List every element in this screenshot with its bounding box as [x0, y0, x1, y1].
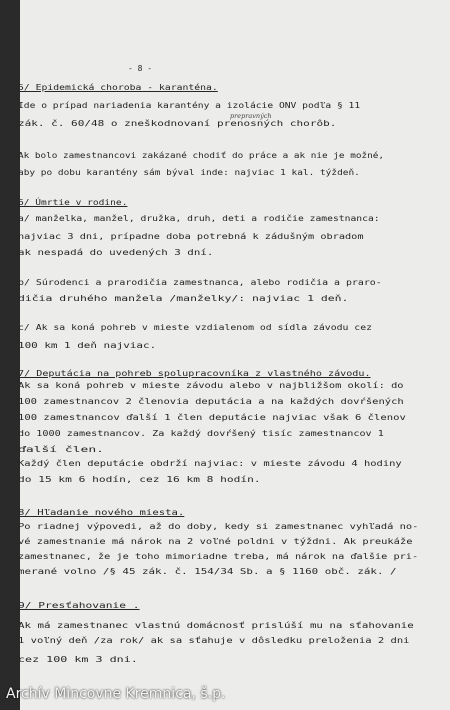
- text-line: aby po dobu karantény sám býval inde: najviac 1 kal. týždeň.: [18, 168, 360, 177]
- text-line: zák. č. 60/48 o zneškodnovaní prenosných chorôb.: [18, 119, 337, 128]
- text-line: Každý člen deputácie obdrží najviac: v mieste závodu 4 hodiny: [18, 459, 402, 468]
- section-heading-5: 5/ Epidemická choroba - karanténa.: [18, 83, 218, 92]
- text-line: cez 100 km 3 dni.: [18, 655, 138, 664]
- text-line: Ak má zamestnanec vlastnú domácnosť prislúší mu na sťahovanie: [18, 621, 414, 630]
- text-line: merané volno /§ 45 zák. č. 154/34 Sb. a § 1160 obč. zák. /: [18, 567, 397, 576]
- section-heading-9: 9/ Presťahovanie .: [18, 601, 140, 610]
- text-line: zamestnanec, že je toho mimoriadne treba, má nárok na ďalšie pri-: [18, 552, 419, 561]
- binding-strip: [0, 0, 20, 710]
- text-line: najviac 3 dni, prípadne doba potrebná k zádušným obradom: [18, 232, 364, 241]
- text-line: 100 zamestnancov ďalší 1 člen deputácie najviac však 6 členov: [18, 413, 406, 422]
- text-line: b/ Súrodenci a prarodičia zamestnanca, alebo rodičia a praro-: [18, 278, 382, 287]
- section-heading-8: 8/ Hľadanie nového miesta.: [18, 508, 185, 517]
- text-line: do 15 km 6 hodín, cez 16 km 8 hodín.: [18, 475, 261, 484]
- text-line: vé zamestnanie má nárok na 2 voľné poldni v týždni. Ak preukáže: [18, 537, 413, 546]
- text-line: Ak bolo zamestnancovi zakázané chodiť do práce a ak nie je možné,: [18, 151, 384, 160]
- text-line: do 1000 zamestnancov. Za každý dovŕšený tisíc zamestnancov 1: [18, 429, 384, 438]
- text-line: c/ Ak sa koná pohreb v mieste vzdialenom od sídla závodu cez: [18, 323, 373, 332]
- text-line: Po riadnej výpovedi, až do doby, kedy si zamestnanec vyhľadá no-: [18, 522, 419, 531]
- text-line: dičia druhého manžela /manželky/: najviac 1 deň.: [18, 294, 349, 303]
- text-line: ak nespadá do uvedených 3 dní.: [18, 248, 214, 257]
- text-line: a/ manželka, manžel, družka, druh, deti a rodičie zamestnanca:: [18, 214, 380, 223]
- section-heading-6: 6/ Úmrtie v rodine.: [18, 198, 128, 207]
- text-line: 100 km 1 deň najviac.: [18, 341, 157, 350]
- text-line: ďalší člen.: [18, 445, 104, 454]
- archive-watermark: Archív Mincovne Kremnica, š.p.: [6, 686, 226, 702]
- section-heading-7: 7/ Deputácia na pohreb spolupracovníka z vlastného závodu.: [18, 369, 371, 378]
- text-line: Ak sa koná pohreb v mieste závodu alebo v najbližšom okolí: do: [18, 381, 404, 390]
- text-line: 1 voľný deň /za rok/ ak sa sťahuje v dôsledku preloženia 2 dni: [18, 636, 410, 645]
- page-number: - 8 -: [128, 64, 153, 73]
- text-line: 100 zamestnancov 2 členovia deputácia a na každých dovŕšených: [18, 397, 404, 406]
- text-line: Ide o prípad nariadenia karantény a izolácie ONV podľa § 11: [18, 101, 361, 110]
- handwritten-insertion: prepravných: [230, 112, 272, 120]
